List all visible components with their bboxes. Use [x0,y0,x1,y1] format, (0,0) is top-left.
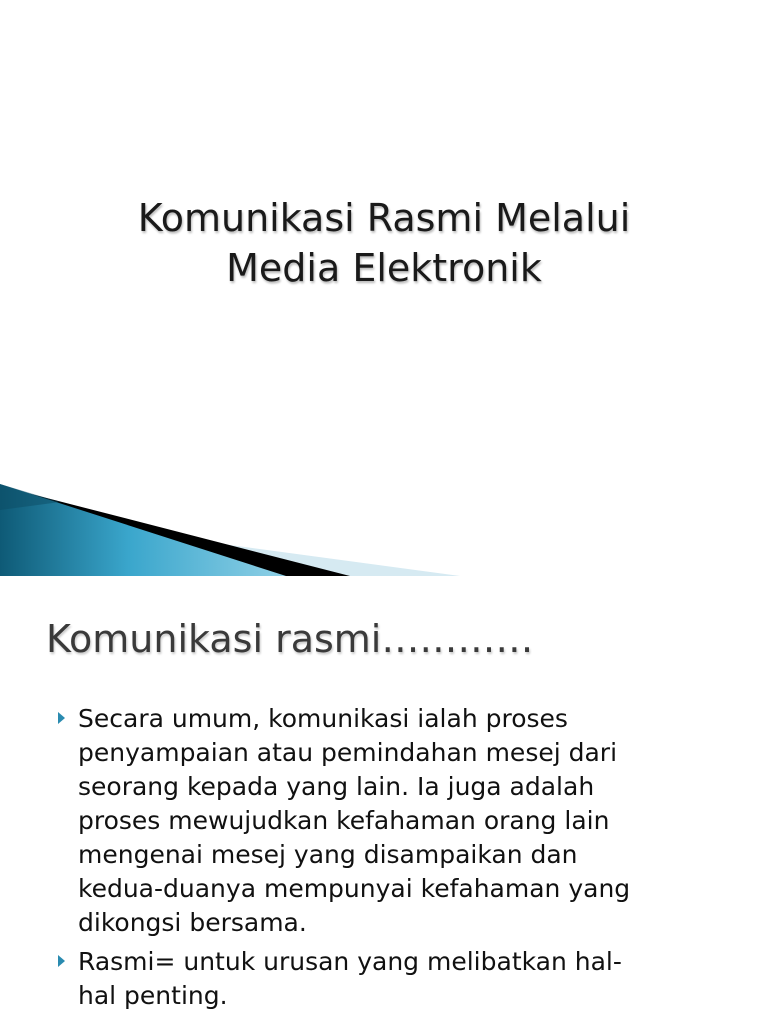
slide-title-line-1: Komunikasi Rasmi Melalui [137,196,631,240]
slide-title [0,193,768,293]
list-item [56,945,736,1013]
triangle-right-icon [58,955,65,967]
bullet-line: hal penting. [78,981,228,1010]
list-item [56,702,736,940]
triangle-right-icon [58,712,65,724]
bullet-line: seorang kepada yang lain. Ia juga adalah [78,772,595,801]
bullet-line: Rasmi= untuk urusan yang melibatkan hal- [78,947,622,976]
bullet-line: penyampaian atau pemindahan mesej dari [78,738,618,767]
bullet-list [56,702,736,1018]
bullet-line: kedua-duanya mempunyai kefahaman yang [78,874,631,903]
bullet-line: proses mewujudkan kefahaman orang lain [78,806,610,835]
decorative-swoosh [0,480,460,576]
slide-heading: Komunikasi rasmi………… [46,617,534,661]
bullet-line: Secara umum, komunikasi ialah proses [78,704,568,733]
slide-title-line-2: Media Elektronik [226,246,542,290]
bullet-line: dikongsi bersama. [78,908,307,937]
bullet-line: mengenai mesej yang disampaikan dan [78,840,578,869]
